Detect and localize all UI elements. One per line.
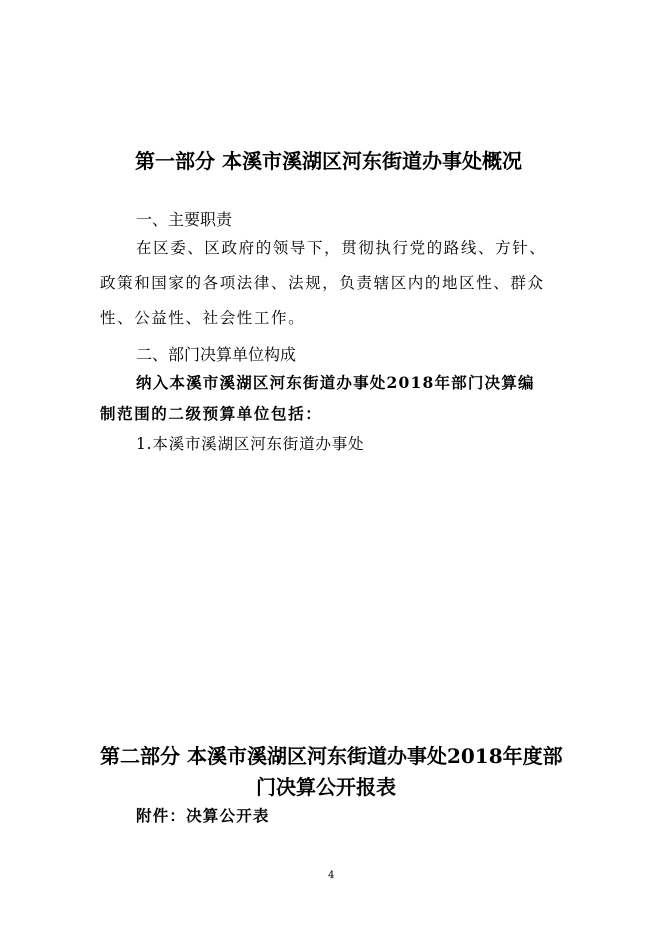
- part1-title: 第一部分 本溪市溪湖区河东街道办事处概况: [135, 149, 522, 173]
- section2-bold-line-1: 纳入本溪市溪湖区河东街道办事处2018年部门决算编: [136, 373, 535, 392]
- attachment-label: 附件：决算公开表: [136, 806, 270, 825]
- page-number: 4: [328, 870, 335, 881]
- section1-line-3: 性、公益性、社会性工作。: [100, 309, 306, 327]
- section1-line-1: 在区委、区政府的领导下，贯彻执行党的路线、方针、: [136, 239, 547, 257]
- part2-title-line-1: 第二部分 本溪市溪湖区河东街道办事处2018年度部: [100, 744, 563, 768]
- part2-title-line-2: 门决算公开报表: [256, 775, 396, 799]
- section2-heading: 二、部门决算单位构成: [136, 345, 297, 364]
- section2-bold-line-2: 制范围的二级预算单位包括：: [100, 404, 323, 423]
- section1-heading: 一、主要职责: [136, 210, 233, 229]
- unit-list-item: 1.本溪市溪湖区河东街道办事处: [136, 435, 365, 453]
- section1-line-2: 政策和国家的各项法律、法规，负责辖区内的地区性、群众: [100, 274, 545, 292]
